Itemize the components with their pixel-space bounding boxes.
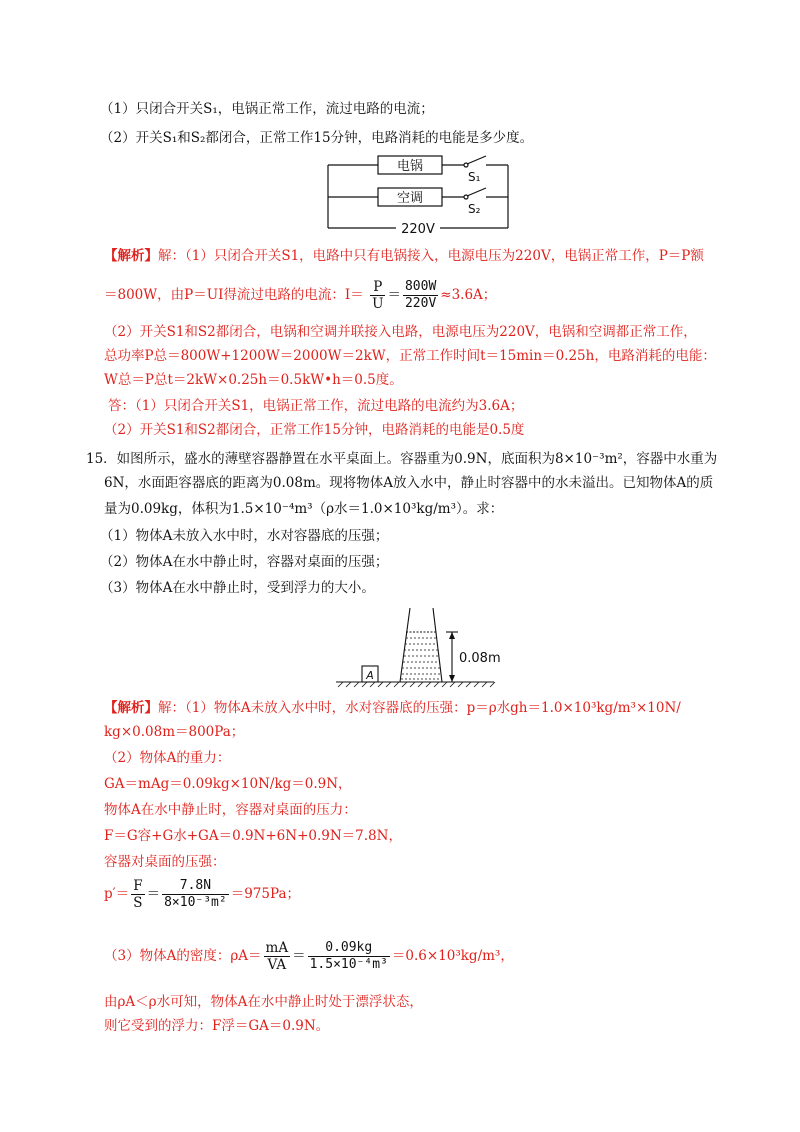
fraction-m-over-v: $\frac{mA}{VA}$ [265,940,289,973]
circuit-switch1-label: S₁ [468,170,481,184]
q14-part1: （1）只闭合开关S₁，电锅正常工作，流过电路的电流； [100,101,434,117]
container-figure [334,604,524,688]
block-a-label: A [366,669,374,682]
fraction-p-over-u: $\frac{P}{U}$ [372,279,384,312]
fraction-density-values: $\frac{0.09kg}{\text{1.5×10⁻⁴m³}}$ [309,940,388,972]
q15-analysis-line11: 则它受到的浮力：F浮＝GA＝0.9N。 [104,1018,330,1034]
q15-analysis-line10: 由ρA＜ρ水可知，物体A在水中静止时处于漂浮状态， [104,994,423,1010]
q15-analysis-line4: GA＝mAg＝0.09kg×10N/kg＝0.9N， [104,776,352,792]
analysis-tag: 【解析】 [104,248,158,264]
q14-answer1: 答：（1）只闭合开关S1，电锅正常工作，流过电路的电流约为3.6A； [108,398,524,414]
circuit-box1-label: 电锅 [396,159,424,174]
q15-question1: （1）物体A未放入水中时，水对容器底的压强； [100,528,389,544]
q14-analysis-line1: 【解析】解：（1）只闭合开关S1，电路中只有电锅接入，电源电压为220V，电锅正常工作，P＝P额 [104,248,704,264]
q15-stem-line2: 6N，水面距容器底的距离为0.08m。现将物体A放入水中，静止时容器中的水未溢出。已知物体A的质 [104,475,714,491]
q14-analysis-line2: ＝800W，由P＝UI得流过电路的电流：I＝ $\frac{P}{U}$ ＝ $\frac{800W}{220V}$ ≈3.6A； [104,279,497,312]
q15-analysis-line9: （3）物体A的密度：ρA＝ $\frac{mA}{VA}$ ＝ $\frac{0.09kg}{\text{1.5×10⁻⁴m³}}$ ＝0.6×10³kg/m³， [104,940,514,973]
q14-analysis-line5: W总＝P总t＝2kW×0.25h＝0.5kW•h＝0.5度。 [104,372,403,388]
q14-part2: （2）开关S₁和S₂都闭合，正常工作15分钟，电路消耗的电能是多少度。 [100,130,534,146]
q15-analysis-line8: p′＝ $\frac{F}{S}$ ＝ $\frac{7.8N}{\text{8×10⁻³m²}}$ ＝975Pa； [104,878,301,911]
q15-question2: （2）物体A在水中静止时，容器对桌面的压强； [100,554,389,570]
circuit-diagram [318,152,518,240]
q15-analysis-line5: 物体A在水中静止时，容器对桌面的压力： [104,802,357,818]
fraction-800w-over-220v: $\frac{800W}{220V}$ [404,279,437,311]
circuit-box2-label: 空调 [396,191,424,206]
q15-analysis-line1: 【解析】解：（1）物体A未放入水中时，水对容器底的压强：p＝ρ水gh＝1.0×10³kg/m³×10N/ [104,700,681,716]
q15-question3: （3）物体A在水中静止时，受到浮力的大小。 [100,580,375,596]
analysis-tag: 【解析】 [104,700,158,716]
q15-analysis-line3: （2）物体A的重力： [104,750,231,766]
q15-analysis-line2: kg×0.08m＝800Pa； [104,724,245,740]
circuit-voltage-label: 220V [401,222,435,237]
q15-stem-line1: 15．如图所示，盛水的薄壁容器静置在水平桌面上。容器重为0.9N，底面积为8×10⁻³m²，容器中水重为 [86,451,718,467]
q14-analysis-line3: （2）开关S1和S2都闭合，电锅和空调并联接入电路，电源电压为220V，电锅和空调都正常工作， [104,324,697,340]
q15-analysis-line6: F＝G容+G水+GA＝0.9N+6N+0.9N＝7.8N， [104,828,402,844]
fraction-pressure-values: $\frac{7.8N}{\text{8×10⁻³m²}}$ [164,878,227,910]
q14-analysis-line4: 总功率P总＝800W+1200W＝2000W＝2kW，正常工作时间t＝15min＝0.25h，电路消耗的电能： [104,348,716,364]
q14-answer2: （2）开关S1和S2都闭合，正常工作15分钟，电路消耗的电能是0.5度 [104,422,525,438]
q15-analysis-line7: 容器对桌面的压强： [104,854,226,870]
fraction-f-over-s: $\frac{F}{S}$ [133,878,143,911]
q15-stem-line3: 量为0.09kg，体积为1.5×10⁻⁴m³（ρ水＝1.0×10³kg/m³）。求： [104,501,504,517]
height-label: 0.08m [459,651,501,666]
circuit-switch2-label: S₂ [468,202,481,216]
